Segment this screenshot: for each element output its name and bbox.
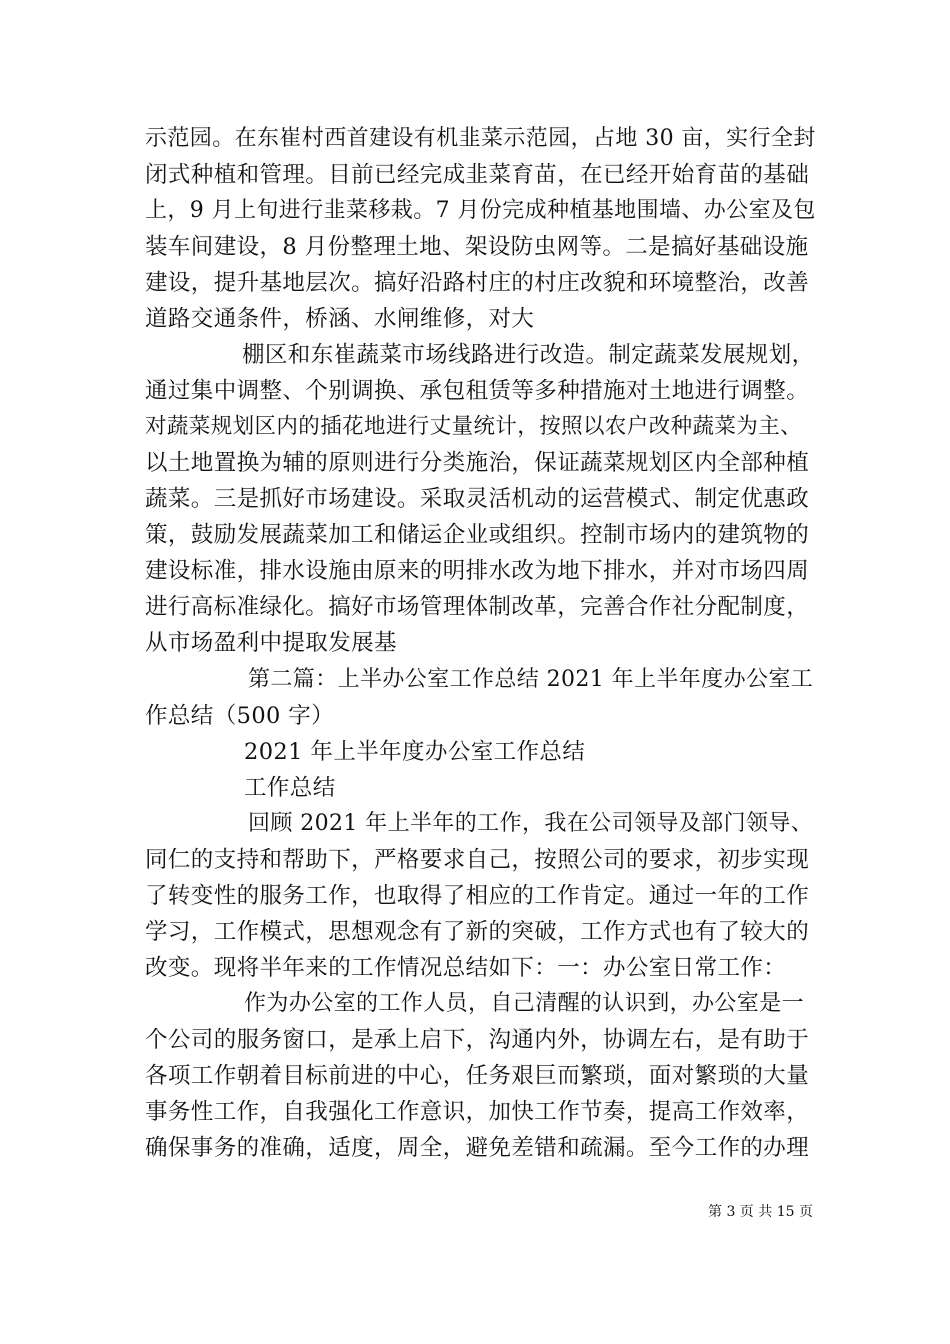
page-number: 第 3 页 共 15 页 — [708, 1204, 813, 1220]
text-line: 从市场盈利中提取发展基 — [145, 630, 397, 656]
text-line: 通过集中调整、个别调换、承包租赁等多种措施对土地进行调整。 — [145, 378, 810, 404]
text-line: 了转变性的服务工作，也取得了相应的工作肯定。通过一年的工作 — [145, 883, 810, 909]
text-line: 确保事务的准确，适度，周全，避免差错和疏漏。至今工作的办理 — [145, 1135, 810, 1161]
text-line: 事务性工作，自我强化工作意识，加快工作节奏，提高工作效率， — [145, 1099, 810, 1125]
text-line: 回顾 2021 年上半年的工作，我在公司领导及部门领导、 — [248, 811, 814, 836]
text-line: 进行高标准绿化。搞好市场管理体制改革，完善合作社分配制度， — [145, 594, 810, 620]
section-heading-line: 作总结（500 字） — [145, 703, 335, 729]
text-line: 各项工作朝着目标前进的中心，任务艰巨而繁琐，面对繁琐的大量 — [145, 1063, 810, 1089]
text-line: 棚区和东崔蔬菜市场线路进行改造。制定蔬菜发展规划， — [242, 342, 815, 368]
text-line: 对蔬菜规划区内的插花地进行丈量统计，按照以农户改种蔬菜为主、 — [145, 414, 803, 439]
text-line: 建设标准，排水设施由原来的明排水改为地下排水，并对市场四周 — [145, 558, 810, 584]
text-line: 以土地置换为辅的原则进行分类施治，保证蔬菜规划区内全部种植 — [145, 450, 810, 476]
text-line: 策，鼓励发展蔬菜加工和储运企业或组织。控制市场内的建筑物的 — [145, 522, 810, 548]
text-line: 道路交通条件，桥涵、水闸维修，对大 — [145, 306, 535, 332]
subtitle-line: 工作总结 — [244, 775, 336, 801]
text-line: 装车间建设，8 月份整理土地、架设防虫网等。二是搞好基础设施 — [145, 234, 809, 260]
text-line: 作为办公室的工作人员，自己清醒的认识到，办公室是一 — [244, 991, 805, 1016]
text-line: 改变。现将半年来的工作情况总结如下：一：办公室日常工作： — [145, 955, 787, 981]
text-line: 学习，工作模式，思想观念有了新的突破，工作方式也有了较大的 — [145, 919, 810, 945]
section-heading-line: 第二篇：上半办公室工作总结 2021 年上半年度办公室工 — [248, 667, 814, 692]
text-line: 同仁的支持和帮助下，严格要求自己，按照公司的要求，初步实现 — [145, 847, 810, 873]
text-line: 个公司的服务窗口，是承上启下，沟通内外，协调左右，是有助于 — [145, 1027, 810, 1053]
text-line: 示范园。在东崔村西首建设有机韭菜示范园，占地 30 亩，实行全封 — [145, 126, 816, 151]
text-line: 闭式种植和管理。目前已经完成韭菜育苗，在已经开始育苗的基础 — [145, 162, 810, 188]
text-line: 蔬菜。三是抓好市场建设。采取灵活机动的运营模式、制定优惠政 — [145, 486, 810, 512]
subtitle-line: 2021 年上半年度办公室工作总结 — [244, 739, 586, 765]
text-line: 上，9 月上旬进行韭菜移栽。7 月份完成种植基地围墙、办公室及包 — [145, 198, 816, 223]
text-line: 建设，提升基地层次。搞好沿路村庄的村庄改貌和环境整治，改善 — [145, 270, 810, 296]
